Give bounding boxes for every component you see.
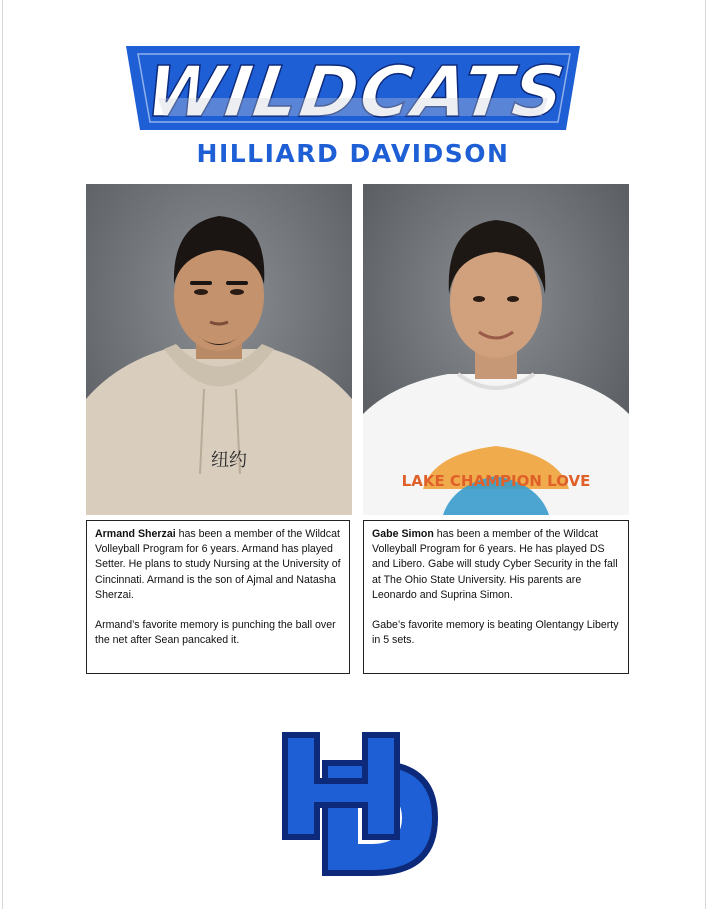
hd-logo-letters: HD [361,876,363,877]
shirt-print-armand: 纽约 [211,450,247,471]
portrait-photo-armand [86,184,352,515]
bio-text-gabe [372,527,620,603]
favorite-memory-armand: Armand’s favorite memory is punching the ball over the net after Sean pancaked it. [95,619,336,647]
portrait-photo-gabe [363,184,629,515]
bio-text-armand [95,527,341,603]
favorite-memory-gabe: Gabe’s favorite memory is beating Olentangy Liberty in 5 sets. [372,619,619,647]
bio-box-armand [86,520,350,674]
logo-school-name: HILLIARD DAVIDSON [196,139,510,168]
bio-description-gabe: has been a member of the Wildcat Volleyball Program for 6 years. He has played DS and Libero. Gabe will study Cyber Security in the fall at The Ohio State University. His parents are Leonardo and Suprina Simon. [372,528,618,601]
player-name-gabe: Gabe Simon [372,528,434,540]
wildcats-logo [118,42,588,170]
logo-team-name: WILDCATS [140,51,572,133]
bio-box-gabe [363,520,629,674]
shirt-print-gabe: LAKE CHAMPION LOVE [401,472,591,490]
bio-description-armand: has been a member of the Wildcat Volleyball Program for 6 years. Armand has played Setter. He plans to study Nursing at the University of Cincinnati. Armand is the son of Ajmal and Natasha Sherzai. [95,528,341,601]
player-name-armand: Armand Sherzai [95,528,176,540]
hd-logo [280,730,442,878]
